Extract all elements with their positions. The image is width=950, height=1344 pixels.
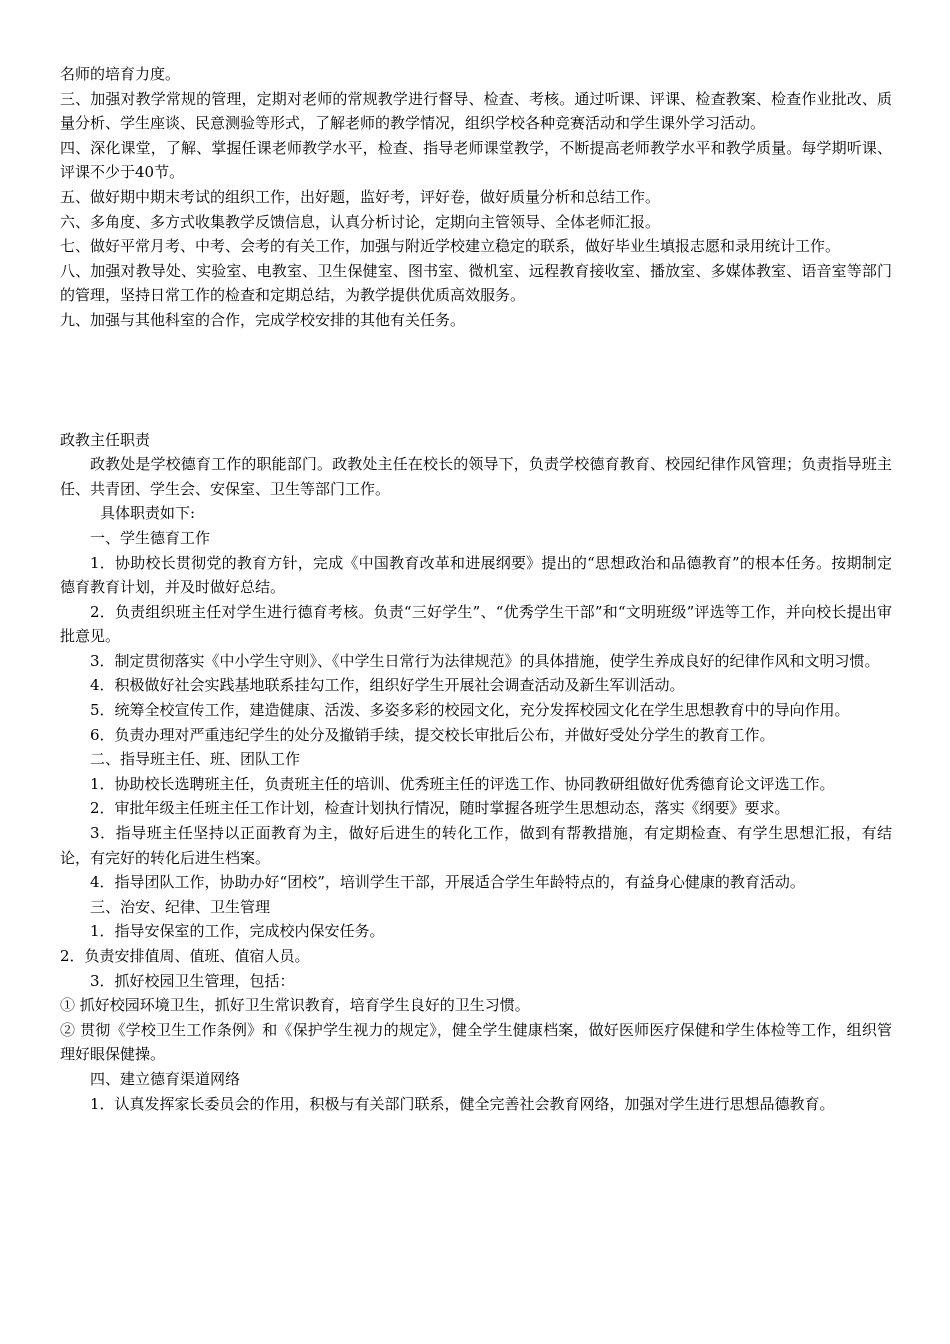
list-item: 5．统筹全校宣传工作，建造健康、活泼、多姿多彩的校园文化，充分发挥校园文化在学生思想教育中的导向作用。 (90, 701, 850, 720)
paragraph: 三、加强对教学常规的管理，定期对老师的常规教学进行督导、检查、考核。通过听课、评课、检查教案、检查作业批改、质量分析、学生座谈、民意测验等形式，了解老师的教学情况，组织学校各种竞赛活动和学生课外学习活动。 (60, 89, 892, 133)
list-item: 2．审批年级主任班主任工作计划，检查计划执行情况，随时掌握各班学生思想动态，落实《纲要》要求。 (90, 799, 790, 818)
sub-item: ② 贯彻《学校卫生工作条例》和《保护学生视力的规定》，健全学生健康档案，做好医师医疗保健和学生体检等工作，组织管理好眼保健操。 (60, 1020, 892, 1064)
list-item: 1．协助校长选聘班主任，负责班主任的培训、优秀班主任的评选工作、协同教研组做好优秀德育论文评选工作。 (90, 774, 835, 793)
document-body (60, 62, 892, 1116)
section-heading: 一、学生德育工作 (90, 528, 211, 547)
paragraph: 名师的培育力度。 (60, 65, 181, 83)
list-item: 2．负责安排值周、值班、值宿人员。 (60, 947, 310, 965)
section-heading: 三、治安、纪律、卫生管理 (90, 897, 271, 916)
list-item: 2．负责组织班主任对学生进行德育考核。负责“三好学生”、“优秀学生干部”和“文明班级”评选等工作，并向校长提出审批意见。 (60, 602, 892, 646)
section-heading: 四、建立德育渠道网络 (90, 1069, 241, 1088)
list-item: 4．指导团队工作，协助办好“团校”，培训学生干部，开展适合学生年龄特点的，有益身心健康的教育活动。 (90, 873, 805, 892)
paragraph: 六、多角度、多方式收集教学反馈信息，认真分析讨论，定期向主管领导、全体老师汇报。 (60, 212, 661, 231)
subtitle: 具体职责如下: (100, 504, 196, 523)
list-item: 3．指导班主任坚持以正面教育为主，做好后进生的转化工作，做到有帮教措施，有定期检查、有学生思想汇报，有结论，有完好的转化后进生档案。 (60, 824, 892, 867)
section-heading: 二、指导班主任、班、团队工作 (90, 750, 301, 769)
paragraph: 八、加强对教导处、实验室、电教室、卫生保健室、图书室、微机室、远程教育接收室、播放室、多媒体教室、语音室等部门的管理，坚持日常工作的检查和定期总结，为教学提供优质高效服务。 (60, 261, 892, 305)
list-item: 3．抓好校园卫生管理，包括： (90, 971, 295, 990)
list-item: 1．认真发挥家长委员会的作用，积极与有关部门联系，健全完善社会教育网络，加强对学生进行思想品德教育。 (90, 1094, 835, 1113)
list-item: 1．指导安保室的工作，完成校内保安任务。 (90, 922, 385, 941)
list-item: 4．积极做好社会实践基地联系挂勾工作，组织好学生开展社会调查活动及新生军训活动。 (90, 676, 685, 695)
paragraph: 七、做好平常月考、中考、会考的有关工作，加强与附近学校建立稳定的联系，做好毕业生填报志愿和录用统计工作。 (60, 237, 841, 256)
sub-item: ① 抓好校园环境卫生，抓好卫生常识教育，培育学生良好的卫生习惯。 (60, 996, 530, 1015)
paragraph: 五、做好期中期末考试的组织工作，出好题，监好考，评好卷，做好质量分析和总结工作。 (60, 187, 661, 206)
list-item: 3．制定贯彻落实《中小学生守则》、《中学生日常行为法律规范》的具体措施，使学生养成良好的纪律作风和文明习惯。 (90, 651, 880, 670)
intro-paragraph: 政教处是学校德育工作的职能部门。政教处主任在校长的领导下，负责学校德育教育、校园纪律作风管理；负责指导班主任、共青团、学生会、安保室、卫生等部门工作。 (60, 455, 892, 498)
paragraph: 四、深化课堂，了解、掌握任课老师教学水平，检查、指导老师课堂教学，不断提高老师教学水平和教学质量。每学期听课、评课不少于40节。 (60, 138, 892, 182)
list-item: 6．负责办理对严重违纪学生的处分及撤销手续，提交校长审批后公布，并做好受处分学生的教育工作。 (90, 725, 775, 744)
section-spacer (60, 333, 892, 428)
section-title: 政教主任职责 (60, 430, 151, 449)
list-item: 1．协助校长贯彻党的教育方针，完成《中国教育改革和进展纲要》提出的“思想政治和品德教育”的根本任务。按期制定德育教育计划，并及时做好总结。 (60, 553, 892, 597)
paragraph: 九、加强与其他科室的合作，完成学校安排的其他有关任务。 (60, 310, 466, 329)
